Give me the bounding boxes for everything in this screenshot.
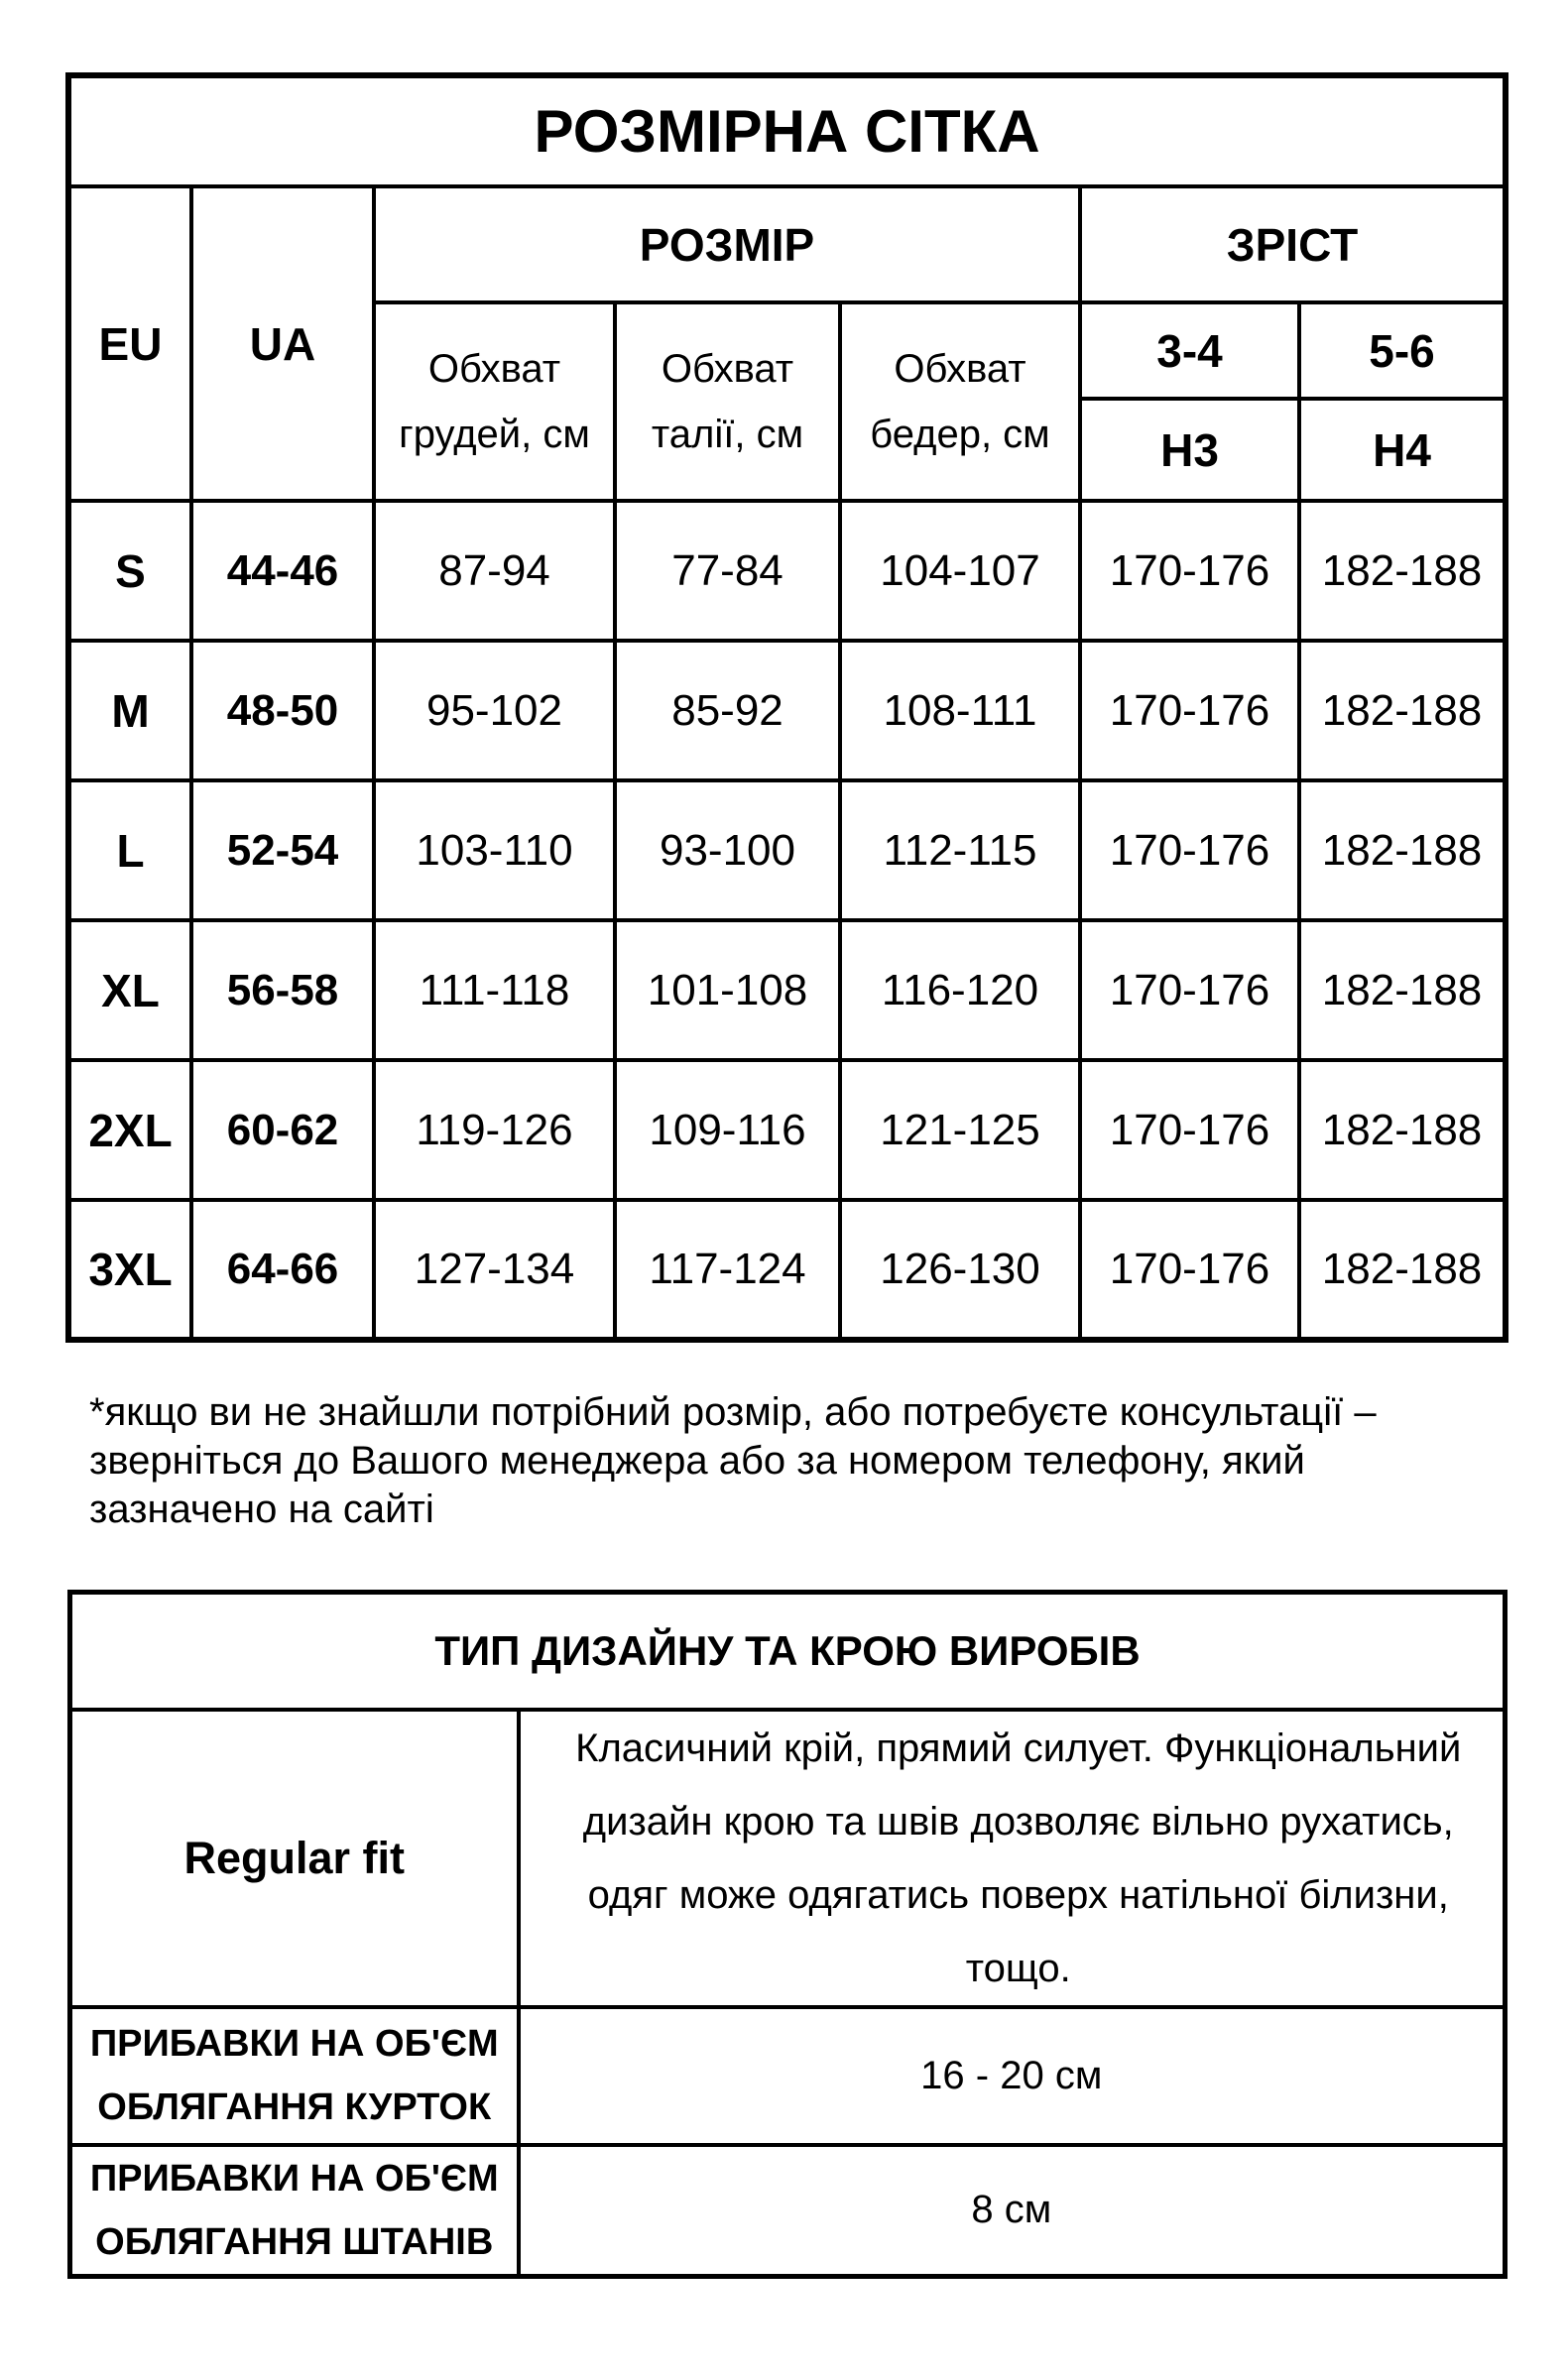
size-chart-table bbox=[65, 72, 1508, 1343]
chest-header-line1: Обхват bbox=[427, 347, 561, 391]
size-row-2xl bbox=[68, 1060, 1506, 1200]
cell-hips: 104-107 bbox=[840, 501, 1080, 641]
ua-column-header: UA bbox=[191, 186, 374, 501]
hips-header-line2: бедер, см bbox=[870, 413, 1050, 456]
footnote-line-2: зверніться до Вашого менеджера або за номером телефону, який bbox=[89, 1439, 1305, 1483]
size-row-l bbox=[68, 780, 1506, 920]
height-code-h4-header: Н4 bbox=[1299, 399, 1506, 501]
cell-ua: 60-62 bbox=[191, 1060, 374, 1200]
cell-ua: 64-66 bbox=[191, 1200, 374, 1340]
cell-hips: 121-125 bbox=[840, 1060, 1080, 1200]
cell-chest: 87-94 bbox=[374, 501, 615, 641]
size-chart-title-row bbox=[68, 75, 1506, 186]
cell-hips: 112-115 bbox=[840, 780, 1080, 920]
cell-chest: 111-118 bbox=[374, 920, 615, 1060]
cell-chest: 95-102 bbox=[374, 641, 615, 780]
height-code-h3-header: Н3 bbox=[1080, 399, 1299, 501]
cell-height-3-4: 170-176 bbox=[1080, 920, 1299, 1060]
pants-allowance-row bbox=[70, 2145, 1506, 2277]
design-type-table bbox=[67, 1590, 1508, 2279]
fit-description-cell bbox=[519, 1710, 1506, 2007]
size-row-xl bbox=[68, 920, 1506, 1060]
cell-chest: 119-126 bbox=[374, 1060, 615, 1200]
hips-header-line1: Обхват bbox=[894, 347, 1026, 391]
fit-description-line-4: тощо. bbox=[965, 1946, 1071, 1990]
chest-column-header bbox=[374, 302, 615, 501]
jackets-allowance-value: 16 - 20 см bbox=[519, 2007, 1506, 2145]
cell-waist: 117-124 bbox=[615, 1200, 840, 1340]
cell-waist: 77-84 bbox=[615, 501, 840, 641]
footnote-line-3: зазначено на сайті bbox=[89, 1488, 434, 1531]
size-row-3xl bbox=[68, 1200, 1506, 1340]
cell-ua: 56-58 bbox=[191, 920, 374, 1060]
pants-allowance-value: 8 см bbox=[519, 2145, 1506, 2277]
cell-height-3-4: 170-176 bbox=[1080, 641, 1299, 780]
size-row-m bbox=[68, 641, 1506, 780]
cell-height-5-6: 182-188 bbox=[1299, 1200, 1506, 1340]
cell-hips: 126-130 bbox=[840, 1200, 1080, 1340]
cell-eu: L bbox=[68, 780, 191, 920]
cell-height-5-6: 182-188 bbox=[1299, 780, 1506, 920]
cell-waist: 109-116 bbox=[615, 1060, 840, 1200]
fit-description-line-3: одяг може одягатись поверх натільної білизни, bbox=[587, 1872, 1449, 1917]
cell-height-5-6: 182-188 bbox=[1299, 501, 1506, 641]
cell-eu: S bbox=[68, 501, 191, 641]
cell-hips: 108-111 bbox=[840, 641, 1080, 780]
cell-ua: 48-50 bbox=[191, 641, 374, 780]
size-chart-header-row-1 bbox=[68, 186, 1506, 302]
pants-allowance-label-line2: ОБЛЯГАННЯ ШТАНІВ bbox=[95, 2220, 494, 2263]
cell-ua: 52-54 bbox=[191, 780, 374, 920]
pants-allowance-label bbox=[70, 2145, 519, 2277]
cell-eu: XL bbox=[68, 920, 191, 1060]
cell-waist: 101-108 bbox=[615, 920, 840, 1060]
waist-header-line1: Обхват bbox=[661, 347, 794, 391]
height-age-5-6-header: 5-6 bbox=[1299, 302, 1506, 399]
cell-height-3-4: 170-176 bbox=[1080, 501, 1299, 641]
waist-header-line2: талії, см bbox=[651, 413, 804, 456]
footnote bbox=[89, 1388, 1488, 1534]
cell-eu: 3XL bbox=[68, 1200, 191, 1340]
cell-waist: 93-100 bbox=[615, 780, 840, 920]
hips-column-header bbox=[840, 302, 1080, 501]
height-group-header: ЗРІСТ bbox=[1080, 186, 1506, 302]
cell-height-5-6: 182-188 bbox=[1299, 1060, 1506, 1200]
fit-description-line-2: дизайн крою та швів дозволяє вільно рухатись, bbox=[582, 1799, 1454, 1844]
cell-chest: 127-134 bbox=[374, 1200, 615, 1340]
jackets-allowance-label bbox=[70, 2007, 519, 2145]
height-age-3-4-header: 3-4 bbox=[1080, 302, 1299, 399]
pants-allowance-label-line1: ПРИБАВКИ НА ОБ'ЄМ bbox=[89, 2157, 499, 2200]
design-table-title-row bbox=[70, 1593, 1506, 1710]
eu-column-header: EU bbox=[68, 186, 191, 501]
cell-height-5-6: 182-188 bbox=[1299, 641, 1506, 780]
chest-header-line2: грудей, см bbox=[399, 413, 590, 456]
cell-height-3-4: 170-176 bbox=[1080, 1060, 1299, 1200]
cell-chest: 103-110 bbox=[374, 780, 615, 920]
jackets-allowance-label-line2: ОБЛЯГАННЯ КУРТОК bbox=[97, 2086, 492, 2128]
regular-fit-row bbox=[70, 1710, 1506, 2007]
cell-hips: 116-120 bbox=[840, 920, 1080, 1060]
jackets-allowance-label-line1: ПРИБАВКИ НА ОБ'ЄМ bbox=[89, 2023, 499, 2065]
fit-name-cell: Regular fit bbox=[70, 1710, 519, 2007]
cell-height-3-4: 170-176 bbox=[1080, 1200, 1299, 1340]
cell-height-5-6: 182-188 bbox=[1299, 920, 1506, 1060]
cell-height-3-4: 170-176 bbox=[1080, 780, 1299, 920]
jackets-allowance-row bbox=[70, 2007, 1506, 2145]
waist-column-header bbox=[615, 302, 840, 501]
cell-eu: 2XL bbox=[68, 1060, 191, 1200]
size-group-header: РОЗМІР bbox=[374, 186, 1080, 302]
size-row-s bbox=[68, 501, 1506, 641]
fit-description-line-1: Класичний крій, прямий силует. Функціональний bbox=[575, 1726, 1462, 1770]
size-chart-title: РОЗМІРНА СІТКА bbox=[68, 75, 1506, 186]
design-table-title: ТИП ДИЗАЙНУ ТА КРОЮ ВИРОБІВ bbox=[70, 1593, 1506, 1710]
cell-eu: M bbox=[68, 641, 191, 780]
footnote-line-1: *якщо ви не знайшли потрібний розмір, або потребуєте консультації – bbox=[89, 1390, 1377, 1434]
cell-ua: 44-46 bbox=[191, 501, 374, 641]
cell-waist: 85-92 bbox=[615, 641, 840, 780]
